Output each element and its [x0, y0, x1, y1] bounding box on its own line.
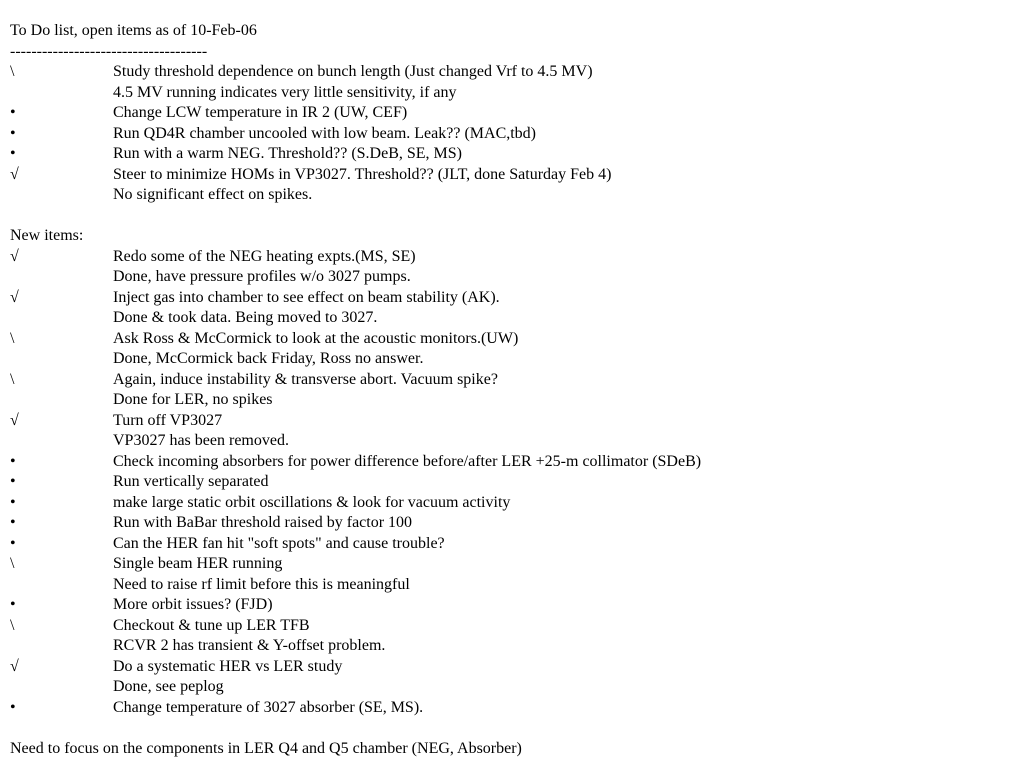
- new-items-list: [10, 247, 1014, 719]
- item-status-mark: \: [10, 616, 15, 634]
- item-text: Redo some of the NEG heating expts.(MS, SE): [113, 247, 416, 265]
- item-status-mark: •: [10, 473, 16, 490]
- item-status-mark: •: [10, 145, 16, 162]
- item-text: Run with a warm NEG. Threshold?? (S.DeB, SE, MS): [113, 145, 462, 162]
- list-item: [10, 595, 1014, 616]
- item-text: Can the HER fan hit "soft spots" and cause trouble?: [113, 534, 445, 552]
- item-status-mark: •: [10, 452, 16, 470]
- list-item-note-row: [10, 575, 1014, 596]
- item-note: Done, McCormick back Friday, Ross no answer.: [113, 350, 424, 367]
- item-status-mark: •: [10, 596, 16, 613]
- item-status-mark: \: [10, 370, 15, 388]
- item-status-mark: •: [10, 698, 16, 716]
- footer-line: [10, 739, 1014, 760]
- item-status-mark: \: [10, 329, 15, 347]
- item-note: 4.5 MV running indicates very little sensitivity, if any: [113, 83, 457, 101]
- item-note: RCVR 2 has transient & Y-offset problem.: [113, 637, 386, 654]
- list-item-note-row: [10, 431, 1014, 452]
- item-text: Run with BaBar threshold raised by factor 100: [113, 514, 413, 531]
- item-note: Need to raise rf limit before this is meaningful: [113, 575, 410, 593]
- item-text: Check incoming absorbers for power difference before/after LER +25-m collimator (SDeB): [113, 452, 702, 470]
- item-text: More orbit issues? (FJD): [113, 596, 273, 613]
- list-item-note-row: [10, 267, 1014, 288]
- item-text: Run vertically separated: [113, 473, 269, 490]
- list-item: [10, 493, 1014, 514]
- list-item: [10, 472, 1014, 493]
- item-status-mark: √: [10, 411, 19, 429]
- item-text: Single beam HER running: [113, 555, 283, 572]
- list-item-note-row: [10, 349, 1014, 370]
- item-status-mark: •: [10, 104, 16, 121]
- list-item-note-row: [10, 308, 1014, 329]
- list-item: [10, 247, 1014, 268]
- list-item: [10, 534, 1014, 555]
- item-text: Again, induce instability & transverse abort. Vacuum spike?: [113, 370, 498, 388]
- list-item: [10, 103, 1014, 124]
- item-text: Study threshold dependence on bunch length (Just changed Vrf to 4.5 MV): [113, 63, 593, 80]
- item-note: Done, see peplog: [113, 678, 224, 695]
- footer-note: Need to focus on the components in LER Q4 and Q5 chamber (NEG, Absorber): [10, 739, 522, 757]
- spacer: [10, 718, 1014, 739]
- list-item: [10, 513, 1014, 534]
- item-status-mark: \: [10, 63, 15, 80]
- list-item: [10, 698, 1014, 719]
- spacer: [10, 206, 1014, 227]
- list-item: [10, 411, 1014, 432]
- list-item-note-row: [10, 185, 1014, 206]
- new-items-heading: New items:: [10, 227, 84, 244]
- item-text: Checkout & tune up LER TFB: [113, 616, 310, 634]
- list-item: [10, 616, 1014, 637]
- item-note: Done, have pressure profiles w/o 3027 pumps.: [113, 268, 411, 285]
- new-items-heading-line: [10, 226, 1014, 247]
- item-status-mark: •: [10, 514, 16, 531]
- list-item: [10, 370, 1014, 391]
- list-item: [10, 657, 1014, 678]
- item-status-mark: •: [10, 124, 16, 142]
- item-status-mark: √: [10, 165, 19, 183]
- list-item: [10, 165, 1014, 186]
- item-text: Inject gas into chamber to see effect on beam stability (AK).: [113, 288, 500, 306]
- separator: -------------------------------------: [10, 42, 208, 60]
- item-text: Turn off VP3027: [113, 411, 223, 429]
- item-status-mark: •: [10, 534, 16, 552]
- separator-line: [10, 42, 1014, 63]
- list-item: [10, 288, 1014, 309]
- item-note: VP3027 has been removed.: [113, 432, 289, 449]
- item-status-mark: •: [10, 493, 16, 511]
- item-text: Do a systematic HER vs LER study: [113, 657, 343, 675]
- list-item-note-row: [10, 83, 1014, 104]
- item-note: Done & took data. Being moved to 3027.: [113, 309, 378, 326]
- item-note: Done for LER, no spikes: [113, 391, 273, 408]
- list-item: [10, 124, 1014, 145]
- list-item: [10, 554, 1014, 575]
- document-title: To Do list, open items as of 10-Feb-06: [10, 22, 257, 39]
- document-body: [10, 21, 1014, 759]
- document-title-line: [10, 21, 1014, 42]
- item-status-mark: √: [10, 288, 19, 306]
- list-item: [10, 329, 1014, 350]
- item-text: make large static orbit oscillations & look for vacuum activity: [113, 493, 511, 511]
- item-text: Steer to minimize HOMs in VP3027. Threshold?? (JLT, done Saturday Feb 4): [113, 165, 612, 183]
- item-text: Change temperature of 3027 absorber (SE, MS).: [113, 698, 424, 716]
- item-text: Run QD4R chamber uncooled with low beam. Leak?? (MAC,tbd): [113, 124, 537, 142]
- item-status-mark: √: [10, 657, 19, 675]
- list-item: [10, 452, 1014, 473]
- item-note: No significant effect on spikes.: [113, 186, 313, 203]
- open-items-list: [10, 62, 1014, 206]
- list-item-note-row: [10, 677, 1014, 698]
- item-status-mark: \: [10, 555, 15, 572]
- item-status-mark: √: [10, 247, 19, 265]
- list-item: [10, 144, 1014, 165]
- list-item: [10, 62, 1014, 83]
- item-text: Change LCW temperature in IR 2 (UW, CEF): [113, 104, 408, 121]
- item-text: Ask Ross & McCormick to look at the acoustic monitors.(UW): [113, 329, 519, 347]
- list-item-note-row: [10, 636, 1014, 657]
- list-item-note-row: [10, 390, 1014, 411]
